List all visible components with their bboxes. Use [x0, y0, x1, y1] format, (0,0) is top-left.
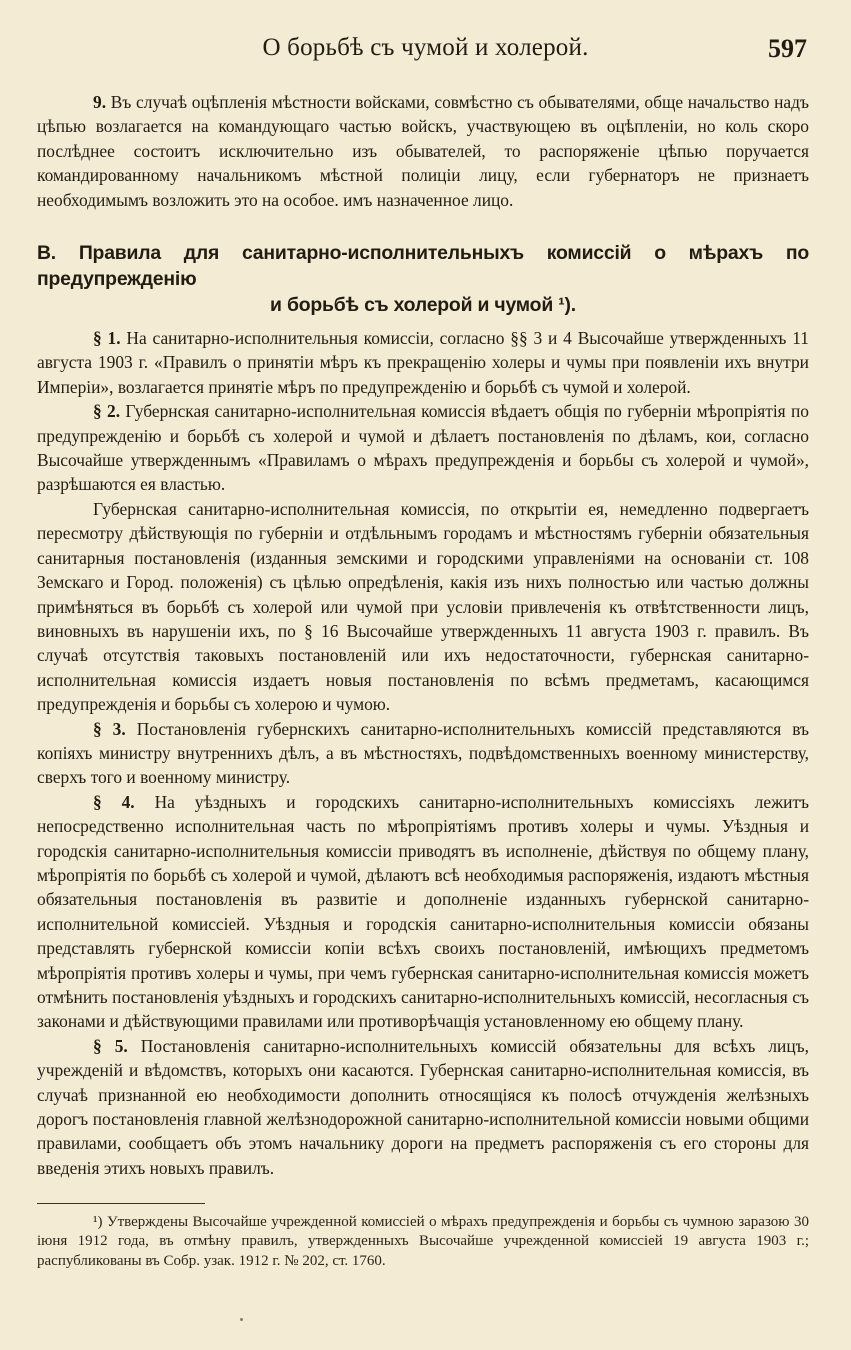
section-text: Постановленія санитарно-исполнительныхъ комиссій обязательны для всѣхъ лицъ, учрежденій и вѣдомствъ, которыхъ они касаются. Губернская санитарно-исполнительная комиссія, въ случаѣ признанной ею необходимости дополнить относящіяся къ полосѣ отчужденія желѣзныхъ дорогъ постановленія главной желѣзнодорожной санитарно-исполнительной комиссіи новыми общими правилами, сообщаетъ объ этомъ начальнику дороги на предметъ распоряженія съ его стороны для введенія этихъ новыхъ правилъ. — [37, 1035, 809, 1178]
paragraph-text: Въ случаѣ оцѣпленія мѣстности войсками, совмѣстно съ обывателями, обще начальство надъ цѣпью возлагается на командующаго частью войскъ, участвующею въ оцѣпленіи, но коль скоро послѣднее состоитъ исключительно изъ обывателей, то распоряженіе цѣпью поручается командированному начальникомъ мѣстной полиціи лицу, если губернаторъ не признаетъ необходимымъ возложить это на особое. имъ назначенное лицо. — [37, 92, 809, 210]
section-text: На уѣздныхъ и городскихъ санитарно-исполнительныхъ комиссіяхъ лежитъ непосредственно исполнительная часть по мѣропріятіямъ противъ холеры и чумы. Уѣздныя и городскія санитарно-исполнительныя комиссіи приводятъ въ исполненіе, дѣйствуя по общему плану, мѣропріятія по борьбѣ съ холерой и чумой, дѣлаютъ всѣ необходимыя распоряженія, издаютъ мѣстныя обязательныя постановленія въ развитіе и дополненіе изданныхъ губернской санитарно-исполнительной комиссіей. Уѣздныя и городскія санитарно-исполнительныя комиссіи обязаны представлять губернской комиссіи копіи всѣхъ своихъ постановленій, имѣющихъ предметомъ мѣропріятія противъ холеры и чумы, при чемъ губернская санитарно-исполнительная комиссія можетъ отмѣнить постановленія уѣздныхъ и городскихъ санитарно-исполнительныхъ комиссій, несогласныя съ законами и дѣйствующими правилами или противорѣчащія установленному ею общему плану. — [37, 791, 809, 1032]
section-text: Губернская санитарно-исполнительная комиссія вѣдаетъ общія по губерніи мѣропріятія по предупрежденію и борьбѣ съ холерой и чумой и дѣлаетъ постановленія по дѣламъ, кои, согласно Высочайше утвержденнымъ «Правиламъ о мѣрахъ предупрежденія и борьбы съ холерой и чумой», разрѣшаются ея властью. — [37, 401, 809, 495]
main-text — [37, 90, 809, 1180]
section-mark: § 3. — [93, 718, 126, 739]
section-text: Губернская санитарно-исполнительная комиссія, по открытіи ея, немедленно подвергаетъ пересмотру дѣйствующія по губерніи и отдѣльнымъ городамъ и мѣстностямъ губерніи обязательныя санитарныя постановленія (изданныя земскими и городскими управленіями на основаніи ст. 108 Земскаго и Город. положенія) съ цѣлью опредѣленія, какія изъ нихъ полностью или частью должны примѣняться въ борьбѣ съ холерой или чумой при условіи привлеченія къ отвѣтственности лицъ, виновныхъ въ нарушеніи ихъ, по § 16 Высочайше утвержденныхъ 11 августа 1903 г. правилъ. Въ случаѣ отсутствія таковыхъ постановленій или ихъ недостаточности, губернская санитарно-исполнительная комиссія издаетъ новыя постановленія по всѣмъ предметамъ, касающимся предупрежденія и борьбы съ холерою и чумою. — [37, 498, 809, 715]
footnote-text: ¹) Утверждены Высочайше учрежденной комиссіей о мѣрахъ предупрежденія и борьбы съ чумною заразою 30 іюня 1912 года, въ отмѣну правилъ, утвержденныхъ Высочайше учрежденной комиссіей 19 августа 1903 г.; распубликованы въ Собр. узак. 1912 г. № 202, ст. 1760. — [37, 1214, 809, 1269]
footnote — [37, 1213, 809, 1271]
page-header — [0, 32, 851, 68]
section-4 — [37, 790, 809, 1034]
section-mark: § 2. — [93, 401, 121, 422]
section-2-continuation — [37, 497, 809, 717]
paragraph-9 — [37, 90, 809, 212]
running-title: О борьбѣ съ чумой и холерой. — [262, 34, 589, 61]
section-5 — [37, 1034, 809, 1180]
footnote-divider — [37, 1203, 205, 1204]
section-text: На санитарно-исполнительныя комиссіи, согласно §§ 3 и 4 Высочайше утвержденныхъ 11 августа 1903 г. «Правилъ о принятіи мѣръ къ прекращенію холеры и чумы при появленіи ихъ внутри Имперіи», возлагается принятіе мѣръ по предупрежденію и борьбѣ съ чумой и холерой. — [37, 328, 809, 397]
section-heading — [37, 240, 809, 318]
section-3 — [37, 717, 809, 790]
section-mark: § 1. — [93, 328, 121, 349]
section-2 — [37, 399, 809, 497]
section-1 — [37, 326, 809, 399]
section-mark: § 4. — [93, 791, 135, 812]
section-heading-line-1: В. Правила для санитарно-исполнительныхъ комиссій о мѣрахъ по предупрежденію — [37, 242, 809, 291]
paragraph-mark: 9. — [93, 92, 107, 112]
page-number: 597 — [768, 34, 807, 63]
print-speck — [240, 1318, 243, 1321]
section-mark: § 5. — [93, 1035, 128, 1056]
section-heading-line-2: и борьбѣ съ холерой и чумой ¹). — [270, 294, 576, 317]
section-text: Постановленія губернскихъ санитарно-исполнительныхъ комиссій представляются въ копіяхъ министру внутреннихъ дѣлъ, а въ мѣстностяхъ, подвѣдомственныхъ военному министерству, сверхъ того и военному министру. — [37, 718, 809, 788]
